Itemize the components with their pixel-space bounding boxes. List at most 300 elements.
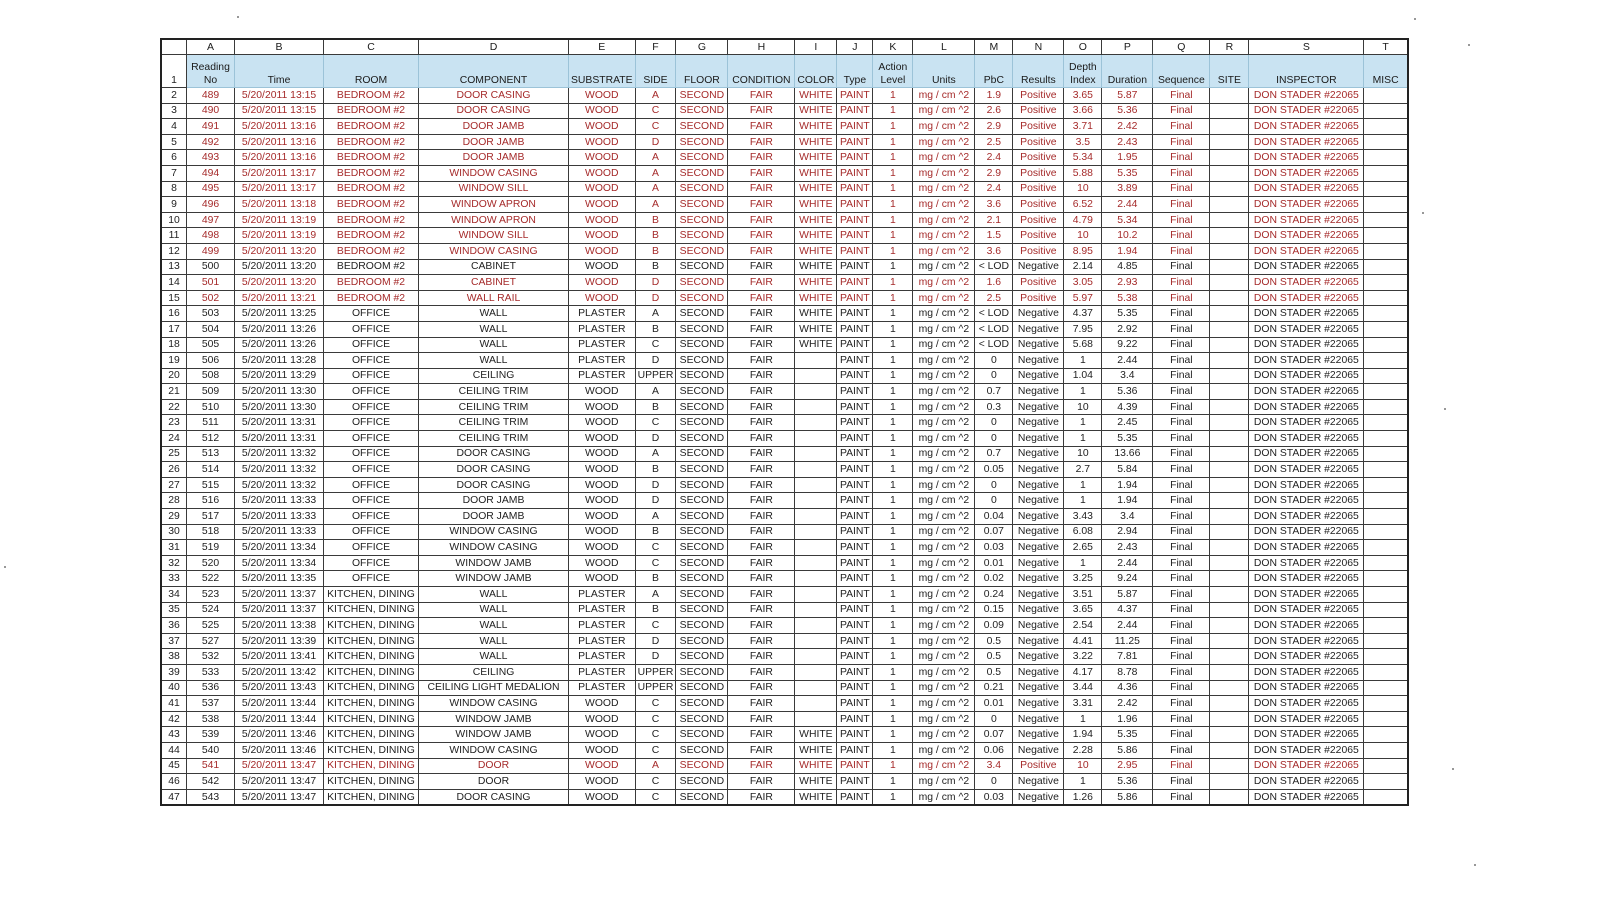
table-cell: WOOD [569,555,636,571]
table-cell: PAINT [837,212,873,228]
table-cell: PLASTER [569,368,636,384]
table-cell: B [635,571,676,587]
table-cell: 3.89 [1102,181,1153,197]
table-cell: 10 [1064,181,1102,197]
table-cell: Final [1153,103,1210,119]
table-cell: WOOD [569,103,636,119]
table-row [161,664,1408,680]
table-cell: Positive [1013,150,1064,166]
table-cell: FAIR [728,555,795,571]
table-cell: PAINT [837,602,873,618]
table-cell: D [635,353,676,369]
column-header [1102,55,1153,88]
table-cell [795,587,837,603]
table-cell: PAINT [837,384,873,400]
table-cell: PAINT [837,680,873,696]
table-cell: DON STADER #22065 [1249,446,1364,462]
row-number: 36 [161,618,187,634]
table-row [161,290,1408,306]
table-cell: WHITE [795,306,837,322]
table-cell [1210,602,1249,618]
table-cell: mg / cm ^2 [913,399,975,415]
table-cell [1210,337,1249,353]
table-cell: 5/20/2011 13:18 [235,197,324,213]
table-cell: 1 [873,228,913,244]
table-cell: 494 [187,165,235,181]
table-row [161,212,1408,228]
table-cell: 5/20/2011 13:19 [235,212,324,228]
table-cell: PAINT [837,524,873,540]
table-cell: DON STADER #22065 [1249,103,1364,119]
table-cell: 2.7 [1064,462,1102,478]
table-cell: SECOND [676,88,728,104]
table-cell: Final [1153,353,1210,369]
table-cell: FAIR [728,415,795,431]
table-cell: 2.44 [1102,618,1153,634]
table-cell: 1 [873,337,913,353]
table-cell: 541 [187,758,235,774]
table-cell: 496 [187,197,235,213]
corner-cell [161,39,187,55]
column-header [728,55,795,88]
table-cell: Negative [1013,774,1064,790]
table-cell: < LOD [975,337,1013,353]
table-cell: PAINT [837,165,873,181]
table-cell: Final [1153,664,1210,680]
table-cell: KITCHEN, DINING [324,633,419,649]
table-cell: DON STADER #22065 [1249,680,1364,696]
row-number: 30 [161,524,187,540]
table-cell: 5/20/2011 13:25 [235,306,324,322]
table-cell: 5/20/2011 13:35 [235,571,324,587]
table-cell: C [635,742,676,758]
table-cell: 5/20/2011 13:31 [235,415,324,431]
table-cell: FAIR [728,524,795,540]
table-cell: 10 [1064,758,1102,774]
table-cell: KITCHEN, DINING [324,742,419,758]
table-cell: FAIR [728,774,795,790]
table-cell: WINDOW SILL [419,181,569,197]
table-cell [1364,540,1408,556]
table-cell: KITCHEN, DINING [324,774,419,790]
table-cell: BEDROOM #2 [324,197,419,213]
table-cell [1364,353,1408,369]
table-cell: PAINT [837,727,873,743]
table-cell: PAINT [837,134,873,150]
table-cell: 0.03 [975,789,1013,805]
row-number: 14 [161,275,187,291]
table-row [161,711,1408,727]
table-cell [1210,399,1249,415]
table-cell: 0.5 [975,664,1013,680]
table-cell: Negative [1013,711,1064,727]
row-number: 20 [161,368,187,384]
table-cell: WHITE [795,119,837,135]
table-cell: 536 [187,680,235,696]
table-cell: A [635,165,676,181]
table-cell [795,415,837,431]
table-cell: 5/20/2011 13:15 [235,88,324,104]
table-cell: mg / cm ^2 [913,509,975,525]
table-cell: WALL [419,321,569,337]
table-cell: CEILING [419,368,569,384]
table-cell: 5/20/2011 13:34 [235,540,324,556]
table-cell: mg / cm ^2 [913,664,975,680]
table-cell: B [635,399,676,415]
table-cell [1210,587,1249,603]
table-cell: Negative [1013,618,1064,634]
table-cell: 505 [187,337,235,353]
table-cell: DON STADER #22065 [1249,431,1364,447]
table-cell: DON STADER #22065 [1249,212,1364,228]
table-cell: mg / cm ^2 [913,212,975,228]
table-cell: DON STADER #22065 [1249,134,1364,150]
table-cell: DON STADER #22065 [1249,88,1364,104]
table-cell: Final [1153,633,1210,649]
table-cell: WHITE [795,181,837,197]
column-header-line2: Type [843,75,867,86]
table-cell [1210,571,1249,587]
table-cell: WHITE [795,243,837,259]
column-letter: F [635,39,676,55]
table-cell: DON STADER #22065 [1249,664,1364,680]
table-cell: mg / cm ^2 [913,275,975,291]
table-cell: 537 [187,696,235,712]
table-cell: A [635,150,676,166]
table-cell [1364,758,1408,774]
column-header-line2: SUBSTRATE [571,75,633,86]
table-cell: 5/20/2011 13:44 [235,696,324,712]
table-cell [1364,742,1408,758]
column-header [419,55,569,88]
table-cell [1210,103,1249,119]
table-cell [795,524,837,540]
table-cell: OFFICE [324,384,419,400]
table-cell: PAINT [837,275,873,291]
table-cell: 3.4 [1102,368,1153,384]
column-header [1364,55,1408,88]
table-cell: A [635,88,676,104]
table-cell: FAIR [728,431,795,447]
table-cell: WOOD [569,477,636,493]
table-cell: 539 [187,727,235,743]
table-cell: DON STADER #22065 [1249,509,1364,525]
table-cell: Final [1153,275,1210,291]
table-cell: WOOD [569,509,636,525]
table-cell: WOOD [569,774,636,790]
table-cell: BEDROOM #2 [324,150,419,166]
table-cell: FAIR [728,649,795,665]
table-cell: 1 [873,477,913,493]
table-cell [1364,509,1408,525]
table-cell: DON STADER #22065 [1249,602,1364,618]
table-cell: 508 [187,368,235,384]
table-cell: SECOND [676,275,728,291]
table-cell: 0 [975,477,1013,493]
table-cell [795,353,837,369]
table-cell: 5.34 [1102,212,1153,228]
table-cell: Positive [1013,197,1064,213]
table-cell: Final [1153,431,1210,447]
row-number: 43 [161,727,187,743]
table-row [161,119,1408,135]
table-cell: 2.42 [1102,119,1153,135]
table-cell: WALL RAIL [419,290,569,306]
table-cell: PLASTER [569,337,636,353]
table-cell: 3.44 [1064,680,1102,696]
table-cell [1210,555,1249,571]
table-cell: DON STADER #22065 [1249,649,1364,665]
table-cell: 5/20/2011 13:26 [235,321,324,337]
table-cell: WINDOW APRON [419,197,569,213]
table-cell: 0.24 [975,587,1013,603]
row-number: 18 [161,337,187,353]
table-cell: mg / cm ^2 [913,165,975,181]
table-cell: CEILING TRIM [419,399,569,415]
table-cell: 495 [187,181,235,197]
table-cell: WINDOW CASING [419,165,569,181]
table-cell: KITCHEN, DINING [324,789,419,805]
table-cell: SECOND [676,415,728,431]
table-cell: Negative [1013,696,1064,712]
table-cell: mg / cm ^2 [913,181,975,197]
table-cell: 2.9 [975,119,1013,135]
table-cell: BEDROOM #2 [324,88,419,104]
table-cell: SECOND [676,290,728,306]
table-cell: FAIR [728,477,795,493]
table-cell [1210,446,1249,462]
table-cell: Negative [1013,384,1064,400]
table-cell: SECOND [676,243,728,259]
table-cell: KITCHEN, DINING [324,680,419,696]
table-cell: FAIR [728,368,795,384]
table-cell: WINDOW JAMB [419,727,569,743]
table-cell: 5/20/2011 13:16 [235,150,324,166]
column-header [1210,55,1249,88]
table-cell: 5/20/2011 13:32 [235,462,324,478]
table-cell: 1 [873,150,913,166]
table-cell: WOOD [569,415,636,431]
table-cell: SECOND [676,477,728,493]
table-cell: 5.35 [1102,306,1153,322]
column-letter: E [569,39,636,55]
table-cell: BEDROOM #2 [324,212,419,228]
table-cell: 1 [1064,774,1102,790]
table-cell: 5.34 [1064,150,1102,166]
table-cell: 1 [873,181,913,197]
table-cell: Final [1153,384,1210,400]
table-cell [1210,680,1249,696]
table-cell: mg / cm ^2 [913,306,975,322]
table-cell: mg / cm ^2 [913,602,975,618]
table-cell: PAINT [837,555,873,571]
table-cell: < LOD [975,306,1013,322]
table-cell: WALL [419,633,569,649]
table-cell: 502 [187,290,235,306]
table-cell: Final [1153,524,1210,540]
table-cell [1210,119,1249,135]
table-cell: 5/20/2011 13:15 [235,103,324,119]
table-row [161,555,1408,571]
table-cell: A [635,587,676,603]
table-cell [1364,337,1408,353]
table-cell: 5/20/2011 13:37 [235,587,324,603]
table-cell: C [635,555,676,571]
table-cell: 0.07 [975,524,1013,540]
table-cell: 3.31 [1064,696,1102,712]
table-cell: CEILING TRIM [419,431,569,447]
row-number: 41 [161,696,187,712]
table-cell: 509 [187,384,235,400]
table-cell: A [635,758,676,774]
table-cell: 3.43 [1064,509,1102,525]
table-cell: 0.15 [975,602,1013,618]
table-cell: 7.95 [1064,321,1102,337]
column-header [187,55,235,88]
table-cell: DON STADER #22065 [1249,462,1364,478]
table-cell: FAIR [728,181,795,197]
table-cell [1364,150,1408,166]
table-cell: WINDOW CASING [419,524,569,540]
table-cell [1364,649,1408,665]
table-cell: 9.22 [1102,337,1153,353]
table-cell: 1 [873,571,913,587]
table-cell: WOOD [569,711,636,727]
table-cell: 5.36 [1102,384,1153,400]
table-cell: 1 [873,555,913,571]
table-cell [1210,727,1249,743]
table-cell: PAINT [837,150,873,166]
table-cell [1210,664,1249,680]
table-cell: 0.04 [975,509,1013,525]
table-cell: 2.54 [1064,618,1102,634]
table-cell: SECOND [676,555,728,571]
table-cell: 5/20/2011 13:20 [235,243,324,259]
table-cell: 1 [873,290,913,306]
table-cell: SECOND [676,711,728,727]
table-cell: PAINT [837,368,873,384]
table-cell: mg / cm ^2 [913,384,975,400]
table-cell: < LOD [975,321,1013,337]
table-cell: DON STADER #22065 [1249,493,1364,509]
table-cell: 1.94 [1102,477,1153,493]
table-cell [1210,150,1249,166]
table-cell: Final [1153,540,1210,556]
table-cell [1210,493,1249,509]
table-cell: WOOD [569,228,636,244]
table-cell: WINDOW SILL [419,228,569,244]
table-cell [1364,88,1408,104]
table-row [161,742,1408,758]
table-cell: Negative [1013,524,1064,540]
table-cell: Positive [1013,165,1064,181]
table-cell: 1 [1064,431,1102,447]
table-cell: DON STADER #22065 [1249,540,1364,556]
table-cell: 522 [187,571,235,587]
table-cell [795,602,837,618]
table-cell: B [635,228,676,244]
column-header-line2: ROOM [354,75,388,86]
table-cell: 538 [187,711,235,727]
table-cell: 1.94 [1064,727,1102,743]
table-cell: Negative [1013,680,1064,696]
table-cell [1364,134,1408,150]
table-cell: WOOD [569,758,636,774]
table-cell: FAIR [728,88,795,104]
table-cell: Positive [1013,290,1064,306]
table-cell [795,680,837,696]
table-cell: DON STADER #22065 [1249,774,1364,790]
table-cell: Final [1153,493,1210,509]
table-cell: WHITE [795,758,837,774]
table-cell: 1.94 [1102,243,1153,259]
table-cell: 1 [873,353,913,369]
table-cell: SECOND [676,212,728,228]
table-cell: 2.43 [1102,134,1153,150]
table-cell: DOOR JAMB [419,134,569,150]
column-header [1249,55,1364,88]
table-cell: WHITE [795,150,837,166]
table-row [161,368,1408,384]
table-cell: 5.36 [1102,103,1153,119]
table-cell: 1 [873,727,913,743]
scan-speck [1474,864,1476,866]
table-cell: SECOND [676,696,728,712]
table-cell: DON STADER #22065 [1249,181,1364,197]
column-header [837,55,873,88]
table-cell [1210,212,1249,228]
table-cell: 1 [873,742,913,758]
table-cell: BEDROOM #2 [324,259,419,275]
table-cell: 0.7 [975,446,1013,462]
table-cell: Positive [1013,88,1064,104]
table-cell: Positive [1013,103,1064,119]
table-cell [1364,602,1408,618]
table-cell: 1 [873,306,913,322]
scan-speck [1468,44,1470,46]
table-cell: mg / cm ^2 [913,321,975,337]
table-cell: DON STADER #22065 [1249,618,1364,634]
table-cell: FAIR [728,134,795,150]
table-cell: Positive [1013,243,1064,259]
table-cell: 5.86 [1102,742,1153,758]
table-cell [1210,462,1249,478]
row-number: 38 [161,649,187,665]
table-cell: mg / cm ^2 [913,789,975,805]
table-cell: FAIR [728,742,795,758]
table-cell: Final [1153,462,1210,478]
table-cell: D [635,431,676,447]
table-cell [1210,353,1249,369]
table-cell [1364,680,1408,696]
table-cell: Negative [1013,462,1064,478]
table-cell: 3.6 [975,243,1013,259]
table-cell: mg / cm ^2 [913,415,975,431]
table-cell: Final [1153,150,1210,166]
table-cell: WOOD [569,165,636,181]
table-cell: 1 [1064,493,1102,509]
table-cell: OFFICE [324,571,419,587]
table-cell: DON STADER #22065 [1249,368,1364,384]
table-cell [1364,727,1408,743]
table-cell [1364,477,1408,493]
table-cell: 4.17 [1064,664,1102,680]
table-cell: FAIR [728,696,795,712]
table-cell: 1 [873,493,913,509]
table-cell [795,618,837,634]
table-cell: 2.5 [975,134,1013,150]
table-cell: 0.5 [975,649,1013,665]
